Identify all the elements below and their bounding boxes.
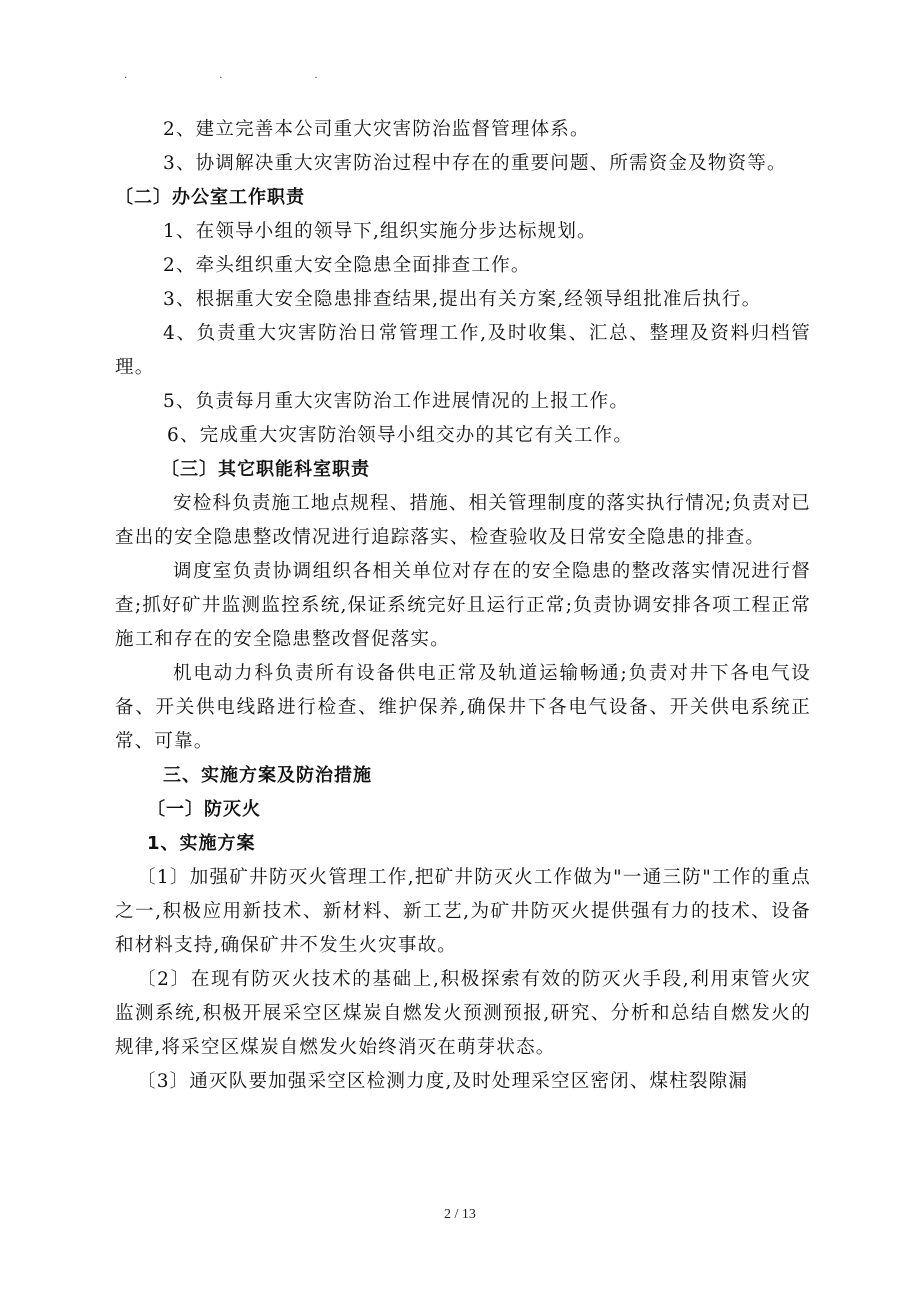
paragraph: 4、负责重大灾害防治日常管理工作,及时收集、汇总、整理及资料归档管理。 bbox=[115, 323, 811, 378]
paragraph: 〔2〕在现有防灭火技术的基础上,积极探索有效的防灭火手段,利用束管火灾监测系统,积极开展采空区煤炭自燃发火预测预报,研究、分析和总结自燃发火的规律,将采空区煤炭自燃发火始终消灭在萌芽状态。 bbox=[115, 969, 811, 1058]
paragraph: 3、协调解决重大灾害防治过程中存在的重要问题、所需资金及物资等。 bbox=[163, 153, 787, 174]
header-dot: . bbox=[124, 70, 128, 81]
paragraph: 1、在领导小组的领导下,组织实施分步达标规划。 bbox=[163, 221, 597, 242]
section-heading: 〔二〕办公室工作职责 bbox=[115, 187, 305, 208]
paragraph: 2、建立完善本公司重大灾害防治监督管理体系。 bbox=[163, 119, 590, 140]
section-heading: 1、实施方案 bbox=[147, 833, 256, 854]
paragraph: 〔3〕通灭队要加强采空区检测力度,及时处理采空区密闭、煤柱裂隙漏 bbox=[137, 1071, 749, 1092]
paragraph: 机电动力科负责所有设备供电正常及轨道运输畅通;负责对井下各电气设备、开关供电线路进行检查、维护保养,确保井下各电气设备、开关供电系统正常、可靠。 bbox=[115, 663, 811, 752]
header-dot: . bbox=[219, 70, 223, 81]
page-number: 2 / 13 bbox=[444, 1207, 476, 1222]
paragraph: 6、完成重大灾害防治领导小组交办的其它有关工作。 bbox=[167, 425, 634, 446]
header-dots bbox=[124, 70, 410, 81]
document-body bbox=[115, 113, 811, 1099]
paragraph: 调度室负责协调组织各相关单位对存在的安全隐患的整改落实情况进行督查;抓好矿井监测监控系统,保证系统完好且运行正常;负责协调安排各项工程正常施工和存在的安全隐患整改督促落实。 bbox=[115, 561, 811, 650]
header-dot: . bbox=[314, 70, 318, 81]
paragraph: 〔1〕加强矿井防灭火管理工作,把矿井防灭火工作做为"一通三防"工作的重点之一,积极应用新技术、新材料、新工艺,为矿井防灭火提供强有力的技术、设备和材料支持,确保矿井不发生火灾事故。 bbox=[115, 867, 811, 956]
paragraph: 5、负责每月重大灾害防治工作进展情况的上报工作。 bbox=[163, 391, 630, 412]
paragraph: 2、牵头组织重大安全隐患全面排查工作。 bbox=[163, 255, 531, 276]
section-heading: 三、实施方案及防治措施 bbox=[163, 765, 372, 786]
paragraph: 安检科负责施工地点规程、措施、相关管理制度的落实执行情况;负责对已查出的安全隐患整改情况进行追踪落实、检查验收及日常安全隐患的排查。 bbox=[115, 493, 811, 548]
section-heading: 〔一〕防灭火 bbox=[147, 799, 261, 820]
section-heading: 〔三〕其它职能科室职责 bbox=[161, 459, 370, 480]
paragraph: 3、根据重大安全隐患排查结果,提出有关方案,经领导组批准后执行。 bbox=[163, 289, 762, 310]
